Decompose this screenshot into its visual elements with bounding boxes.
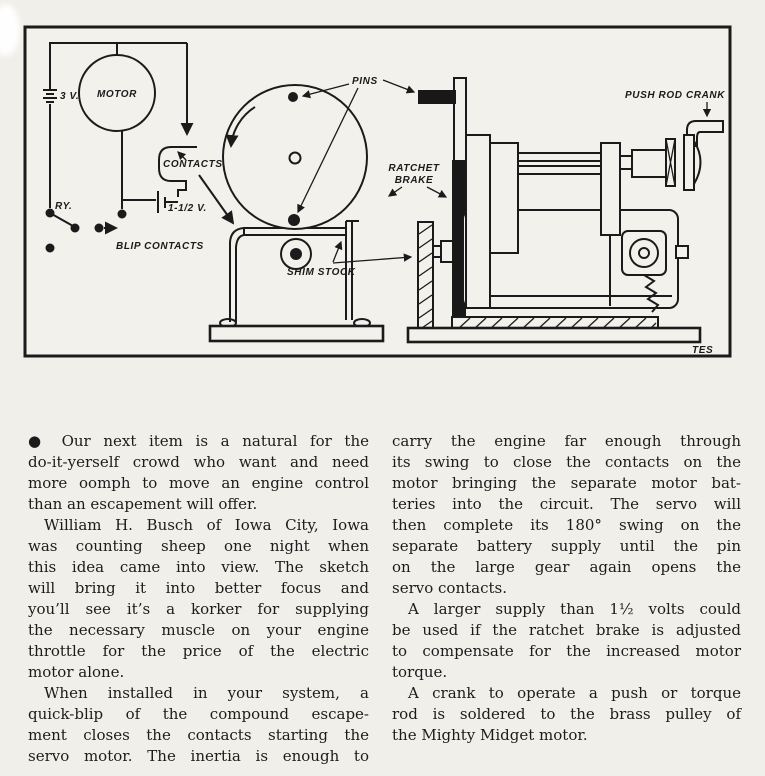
text-line: separate battery supply until the pin [392,537,741,555]
text-line: more oomph to move an engine control [28,474,369,492]
ratchet-brake-label-line1: RATCHET [388,163,440,174]
text-line: When installed in your system, a [44,684,369,702]
text-line: A larger supply than 1½ volts could [408,600,741,618]
text-line: servo motor. The inertia is enough to [28,747,369,765]
text-line: quick-blip of the compound escape- [28,705,369,723]
shim-stock-label: SHIM STOCK [287,267,356,278]
text-line: on the large gear again opens the [392,558,741,576]
contacts-label: CONTACTS [163,159,223,170]
text-line: the Mighty Midget motor. [392,726,588,744]
text-line: to compensate for the increased motor [392,642,741,660]
artist-signature: TES [692,345,714,356]
text-line: carry the engine far enough through [392,432,741,450]
text-line: William H. Busch of Iowa City, Iowa [44,516,369,534]
text-line: than an escapement will offer. [28,495,258,513]
blip-contacts-label: BLIP CONTACTS [116,241,204,252]
text-line: motor bringing the separate motor bat- [392,474,741,492]
push-rod-crank-label: PUSH ROD CRANK [625,90,726,101]
text-line: the necessary muscle on your engine [28,621,369,639]
cell-voltage-label: 1-1/2 V. [168,203,207,214]
text-line: throttle for the price of the electric [28,642,369,660]
text-line: torque. [392,663,448,681]
gear-pin-bottom [288,214,300,226]
motor-base-plate [408,328,700,342]
text-line: you’ll see it’s a korker for supplying [28,600,369,618]
relay-label: RY. [55,201,73,212]
pins-label: PINS [352,76,378,87]
column-right [392,431,741,746]
ratchet-brake-label-line2: BRAKE [394,175,434,186]
text-line: A crank to operate a push or torque [408,684,741,702]
text-line: then complete its 180° swing on the [392,516,741,534]
motor-label: MOTOR [96,89,138,100]
text-line: motor alone. [28,663,125,681]
pin-stop-bar [418,90,456,104]
text-line: this idea came into view. The sketch [28,558,369,576]
text-line: rod is soldered to the brass pulley of [392,705,741,723]
column-left [28,431,369,767]
text-line: its swing to close the contacts on the [392,453,741,471]
text-line: ment closes the contacts starting the [28,726,369,744]
text-line: will bring it into better focus and [28,579,369,597]
text-line: was counting sheep one night when [28,537,369,555]
gear-pin-top [288,92,298,102]
text-line: ● Our next item is a natural for the [28,432,369,450]
text-line: be used if the ratchet brake is adjusted [392,621,741,639]
text-line: teries into the circuit. The servo will [392,495,741,513]
text-line: servo contacts. [392,579,507,597]
battery-3v-label: 3 V. [60,91,80,102]
text-line: do-it-yerself crowd who want and need [28,453,369,471]
